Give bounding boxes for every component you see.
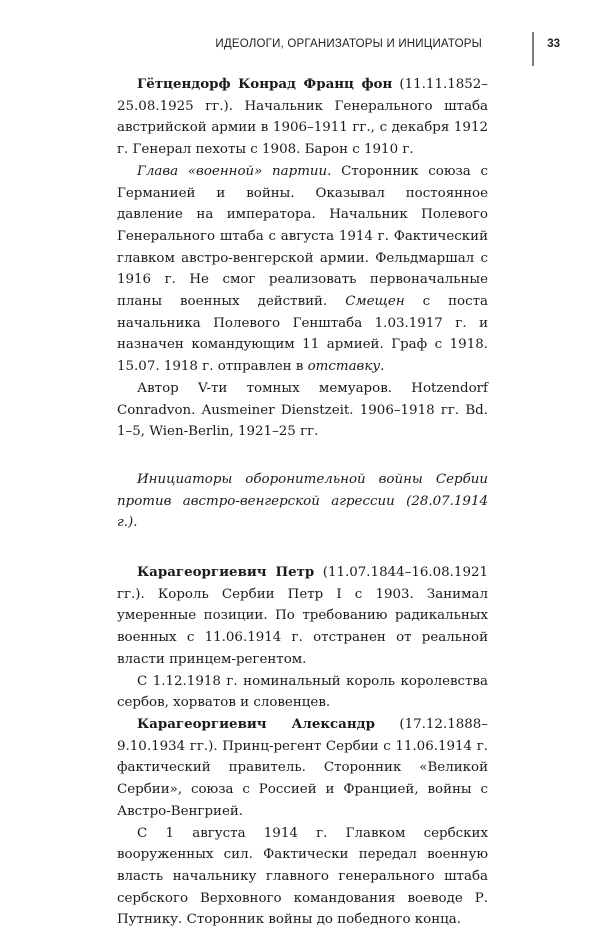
section-heading: Инициаторы оборонительной войны Сербии против австро-венгерской агрессии (28.07.1914 г.). [117,469,488,534]
entry-hoetzendorf-memoirs: Автор V-ти томных мемуаров. Hotzendorf Conradvon. Ausmeiner Dienstzeit. 1906–1918 гг. Bd. 1–5, Wien-Berlin, 1921–25 гг. [117,378,488,443]
page-body [117,74,488,931]
entry-hoetzendorf-role: Глава «военной» партии. Сторонник союза с Германией и войны. Оказывал постоянное давление на императора. Начальник Полевого Генерального штаба с августа 1914 г. Фактический главком австро-венгерской армии. Фельдмаршал с 1916 г. Не смог реализовать первоначальные планы военных действий. Смещен с поста начальника Полевого Генштаба 1.03.1917 г. и назначен командующим 11 армией. Граф с 1918. 15.07. 1918 г. отправлен в отставку. [117,161,488,378]
entry-petar-title: С 1.12.1918 г. номинальный король королевства сербов, хорватов и словенцев. [117,671,488,714]
entry-hoetzendorf-name: Гётцендорф Конрад Франц фон [137,76,392,92]
header-divider [532,32,534,66]
entry-hoetzendorf-bio: Гётцендорф Конрад Франц фон (11.11.1852–25.08.1925 гг.). Начальник Генерального штаба австрийской армии в 1906–1911 гг., с декабря 1912 г. Генерал пехоты с 1908. Барон с 1910 г. [117,74,488,161]
entry-alexander-command: С 1 августа 1914 г. Главком сербских вооруженных сил. Фактически передал военную власть начальнику главного генерального штаба сербского Верховного командования воеводе Р. Путнику. Сторонник войны до победного конца. [117,823,488,931]
entry-petar-name: Карагеоргиевич Петр [137,564,314,580]
entry-alexander-bio: Карагеоргиевич Александр (17.12.1888–9.10.1934 гг.). Принц-регент Сербии с 11.06.1914 г. фактический правитель. Сторонник «Великой Сербии», союза с Россией и Францией, войны с Австро-Венгрией. [117,714,488,823]
page-number: 33 [547,38,560,50]
entry-petar-bio: Карагеоргиевич Петр (11.07.1844–16.08.1921 гг.). Король Сербии Петр I с 1903. Занимал умеренные позиции. По требованию радикальных военных с 11.06.1914 г. отстранен от реальной власти принцем-регентом. [117,562,488,671]
running-header: ИДЕОЛОГИ, ОРГАНИЗАТОРЫ И ИНИЦИАТОРЫ [215,38,482,50]
entry-alexander-name: Карагеоргиевич Александр [137,716,375,732]
